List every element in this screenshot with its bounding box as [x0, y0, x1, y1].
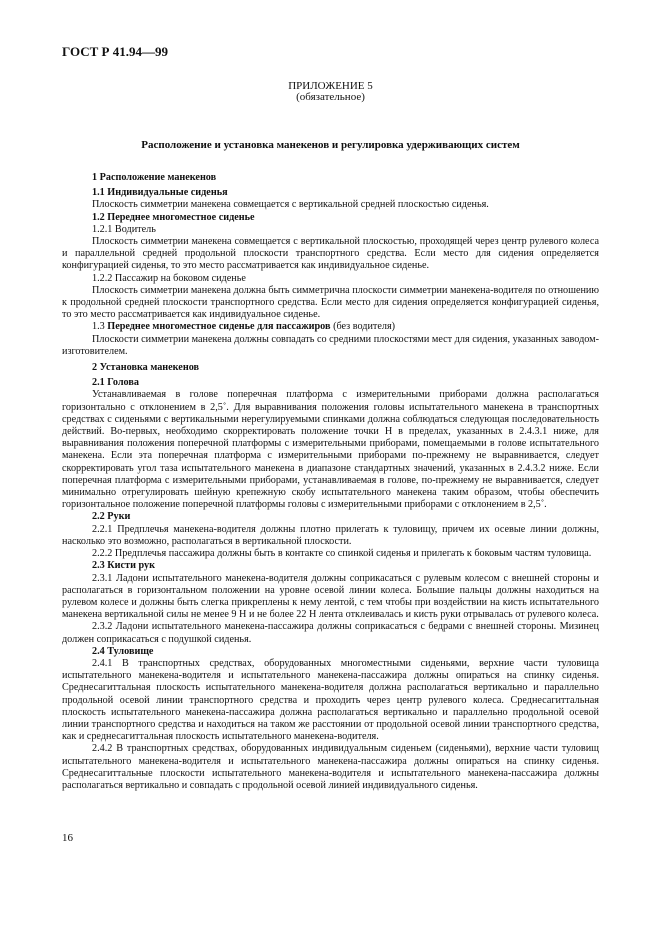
subsection-heading: 1.1 Индивидуальные сиденья — [92, 187, 228, 199]
paragraph: Плоскость симметрии манекена должна быть симметрична плоскости симметрии манекена-водителя по отношению к продольной средней плоскости транспортного средства. Если место для сидения определяется конфигурацией сиденья, то это место рассматривается как индивидуальное сиденье. — [62, 284, 599, 321]
page-title: Расположение и установка манекенов и регулировка удерживающих систем — [141, 139, 520, 151]
paragraph: 2.4.1 В транспортных средствах, оборудованных многоместными сиденьями, верхние части туловища испытательного манекена-водителя и испытательного манекена-пассажира должны опираться на спинку сиденья. Среднесагиттальная плоскость испытательного манекена-водителя должна располагаться вертикально и параллельно продольной осевой линии транспортного средства и проходить через центр рулевого колеса. Среднесагиттальная плоскость испытательного манекена-пассажира должна располагаться вертикально и параллельно продольной осевой линии транспортного средства и находиться на таком же расстоянии от продольной осевой линии транспортного средства, как и среднесагиттальная плоскость испытательного манекена-водителя. — [62, 657, 599, 743]
heading-bold: Переднее многоместное сиденье для пассажиров — [107, 321, 331, 333]
paragraph: 2.3.1 Ладони испытательного манекена-водителя должны соприкасаться с рулевым колесом с внешней стороны и располагаться в горизонтальном положении на уровне осевой линии колеса. Большие пальцы должны находиться на рулевом колесе и должны быть слегка прикреплены к нему лентой, с тем чтобы при воздействии на кисть испытательного манекена вертикальной силы не менее 9 Н и не более 22 Н лента отклеивалась и кисть руки отрывалась от рулевого колеса. — [62, 572, 599, 621]
appendix-title: ПРИЛОЖЕНИЕ 5 — [288, 80, 373, 92]
paragraph-heading: 1.2.2 Пассажир на боковом сиденье — [92, 272, 246, 284]
heading-rest: (без водителя) — [333, 321, 396, 333]
paragraph: Устанавливаемая в голове поперечная платформа с измерительными приборами должна располагаться горизонтально с отклонением в 2,5˚. Для выравнивания положения головы испытательного манекена в транспортных средствах с сиденьями с вертикальными нерегулируемыми спинками должна соблюдаться следующая последовательность действий. Во-первых, необходимо скорректировать положение точки Н в пределах, указанных в 2.4.3.1 ниже, для выравнивания положения поперечной платформы с измерительными приборами, помещаемыми в голове испытательного манекена. Если эта поперечная платформа с измерительными приборами по-прежнему не выравнивается, следует скорректировать угол таза испытательного манекена в диапазоне стандартных значений, указанных в 2.4.3.2 ниже. Если поперечная платформа с измерительными приборами, устанавливаемая в голове, по-прежнему не выравнивается, следует минимально отрегулировать шейную крепежную скобу испытательного манекена таким образом, чтобы обеспечить горизонтальное положение поперечной платформы головы с измерительными приборами с отклонением в 2,5˚. — [62, 389, 599, 511]
subsection-heading: 2.2 Руки — [92, 511, 131, 523]
paragraph: 2.2.1 Предплечья манекена-водителя должны плотно прилегать к туловищу, причем их осевые линии должны, насколько это возможно, располагаться в вертикальной плоскости. — [62, 523, 599, 547]
subsection-heading-mixed — [62, 321, 599, 333]
paragraph: Плоскость симметрии манекена совмещается с вертикальной средней плоскостью сиденья. — [92, 199, 489, 211]
paragraph: 2.2.2 Предплечья пассажира должны быть в контакте со спинкой сиденья и прилегать к боковым частям туловища. — [92, 548, 592, 560]
paragraph-heading: 1.2.1 Водитель — [92, 223, 156, 235]
appendix-note: (обязательное) — [296, 91, 365, 103]
paragraph: Плоскость симметрии манекена совмещается с вертикальной плоскостью, проходящей через центр рулевого колеса и параллельной средней продольной плоскости транспортного средства. Если место для сидения определяется конфигурацией сиденья, то это место рассматривается как индивидуальное сиденье. — [62, 236, 599, 272]
section-heading: 2 Установка манекенов — [92, 362, 200, 374]
section-heading: 1 Расположение манекенов — [92, 172, 217, 183]
subsection-heading: 2.1 Голова — [92, 377, 139, 389]
paragraph: Плоскости симметрии манекена должны совпадать со средними плоскостями мест для сидения, указанных заводом-изготовителем. — [62, 333, 599, 357]
paragraph: 2.4.2 В транспортных средствах, оборудованных индивидуальным сиденьем (сиденьями), верхние части туловищ испытательного манекена-водителя и испытательного манекена-пассажира должны опираться на спинку сиденья. Среднесагиттальные плоскости испытательного манекена-водителя и испытательного манекена-пассажира должны располагаться вертикально и совпадать с продольной осевой линией индивидуального сиденья. — [62, 743, 599, 791]
subsection-heading: 2.3 Кисти рук — [92, 560, 155, 572]
page-number: 16 — [62, 832, 73, 844]
subsection-heading: 1.2 Переднее многоместное сиденье — [92, 211, 255, 223]
subsection-heading: 2.4 Туловище — [92, 645, 154, 657]
document-header: ГОСТ Р 41.94—99 — [62, 44, 168, 59]
paragraph: 2.3.2 Ладони испытательного манекена-пассажира должны соприкасаться с бедрами с внешней стороны. Мизинец должен соприкасаться с подушкой сиденья. — [62, 621, 599, 645]
document-body — [62, 168, 599, 792]
heading-number: 1.3 — [92, 321, 105, 333]
